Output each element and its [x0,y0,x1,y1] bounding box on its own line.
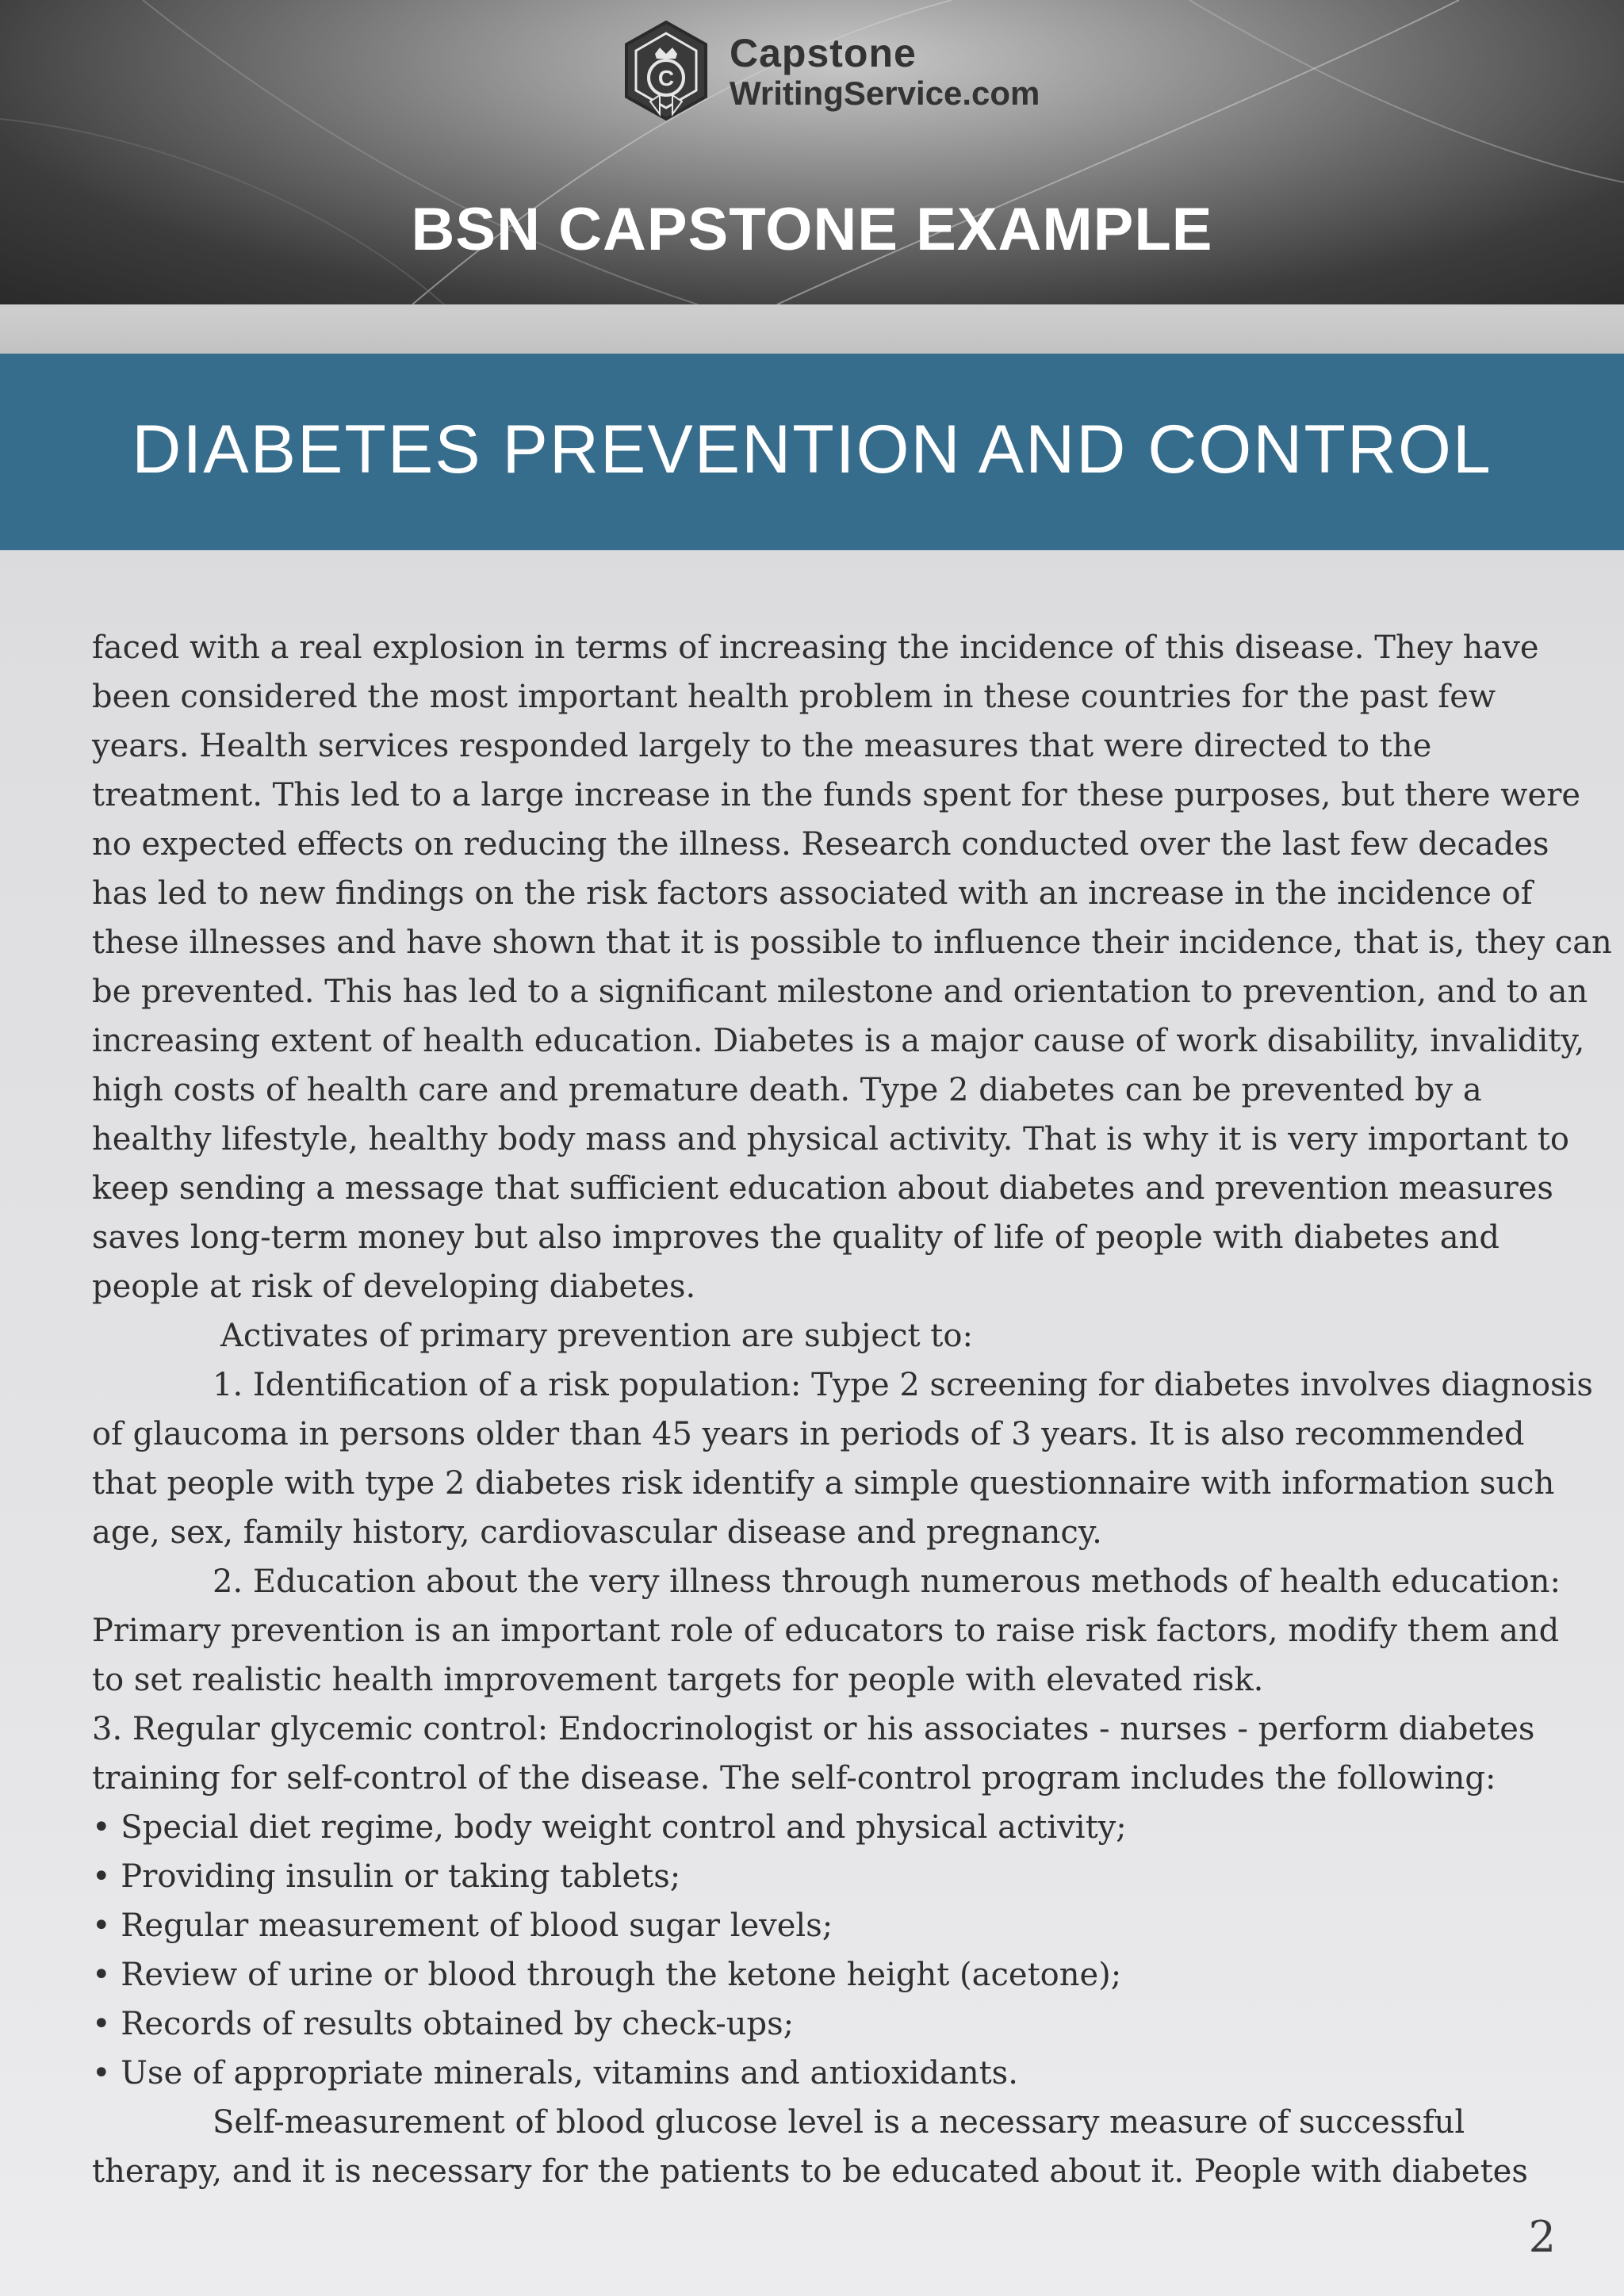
body-line: that people with type 2 diabetes risk identify a simple questionnaire with information such [92,1465,1555,1502]
paragraph-start-line: Self-measurement of blood glucose level is a necessary measure of successful [213,2104,1465,2141]
body-line: been considered the most important health problem in these countries for the past few [92,679,1496,715]
section-intro-line: Activates of primary prevention are subject to: [220,1318,973,1354]
body-line: of glaucoma in persons older than 45 years in periods of 3 years. It is also recommended [92,1416,1525,1452]
bullet-item: • Records of results obtained by check-ups; [92,2006,795,2042]
bullet-item: • Use of appropriate minerals, vitamins and antioxidants. [92,2055,1018,2091]
body-line: training for self-control of the disease. The self-control program includes the following: [92,1760,1496,1797]
body-line: saves long-term money but also improves the quality of life of people with diabetes and [92,1219,1500,1256]
body-line: keep sending a message that sufficient education about diabetes and prevention measures [92,1170,1553,1207]
body-line: increasing extent of health education. Diabetes is a major cause of work disability, invalidity, [92,1023,1585,1059]
bullet-item: • Special diet regime, body weight control and physical activity; [92,1809,1127,1846]
header-separator-band [0,304,1624,354]
body-line: faced with a real explosion in terms of increasing the incidence of this disease. They have [92,629,1539,666]
list-item-2-line: 2. Education about the very illness through numerous methods of health education: [213,1563,1561,1600]
body-line: no expected effects on reducing the illness. Research conducted over the last few decades [92,826,1549,863]
bullet-item: • Providing insulin or taking tablets; [92,1858,681,1895]
bullet-item: • Regular measurement of blood sugar levels; [92,1908,833,1944]
shield-badge-icon [619,19,714,122]
body-line: has led to new findings on the risk factors associated with an increase in the incidence of [92,875,1533,912]
capstone-logo[interactable] [619,19,1063,130]
page-number: 2 [1528,2212,1556,2262]
header-title: BSN CAPSTONE EXAMPLE [411,196,1213,263]
title-banner [0,354,1624,550]
logo-domain: WritingService.com [730,75,1040,112]
badge-letter: C [657,66,675,90]
body-line: therapy, and it is necessary for the patients to be educated about it. People with diabetes [92,2153,1528,2190]
body-line: age, sex, family history, cardiovascular disease and pregnancy. [92,1514,1102,1551]
body-line: be prevented. This has led to a significant milestone and orientation to prevention, and to an [92,974,1588,1010]
body-line: healthy lifestyle, healthy body mass and physical activity. That is why it is very important to [92,1121,1569,1158]
logo-brand-name: Capstone [730,31,917,75]
body-line: years. Health services responded largely to the measures that were directed to the [92,728,1432,764]
list-item-3-line: 3. Regular glycemic control: Endocrinologist or his associates - nurses - perform diabetes [92,1711,1535,1747]
body-line: to set realistic health improvement targets for people with elevated risk. [92,1662,1264,1698]
page-header [0,0,1624,304]
body-line: high costs of health care and premature death. Type 2 diabetes can be prevented by a [92,1072,1482,1108]
document-body [92,623,1612,2196]
bullet-item: • Review of urine or blood through the ketone height (acetone); [92,1957,1122,1993]
body-line: these illnesses and have shown that it is possible to influence their incidence, that is, they can [92,924,1612,961]
body-line: people at risk of developing diabetes. [92,1269,696,1305]
body-line: treatment. This led to a large increase in the funds spent for these purposes, but there were [92,777,1580,813]
body-line: Primary prevention is an important role of educators to raise risk factors, modify them and [92,1613,1560,1649]
document-title: DIABETES PREVENTION AND CONTROL [132,411,1492,488]
list-item-1-line: 1. Identification of a risk population: Type 2 screening for diabetes involves diagnosis [213,1367,1593,1403]
